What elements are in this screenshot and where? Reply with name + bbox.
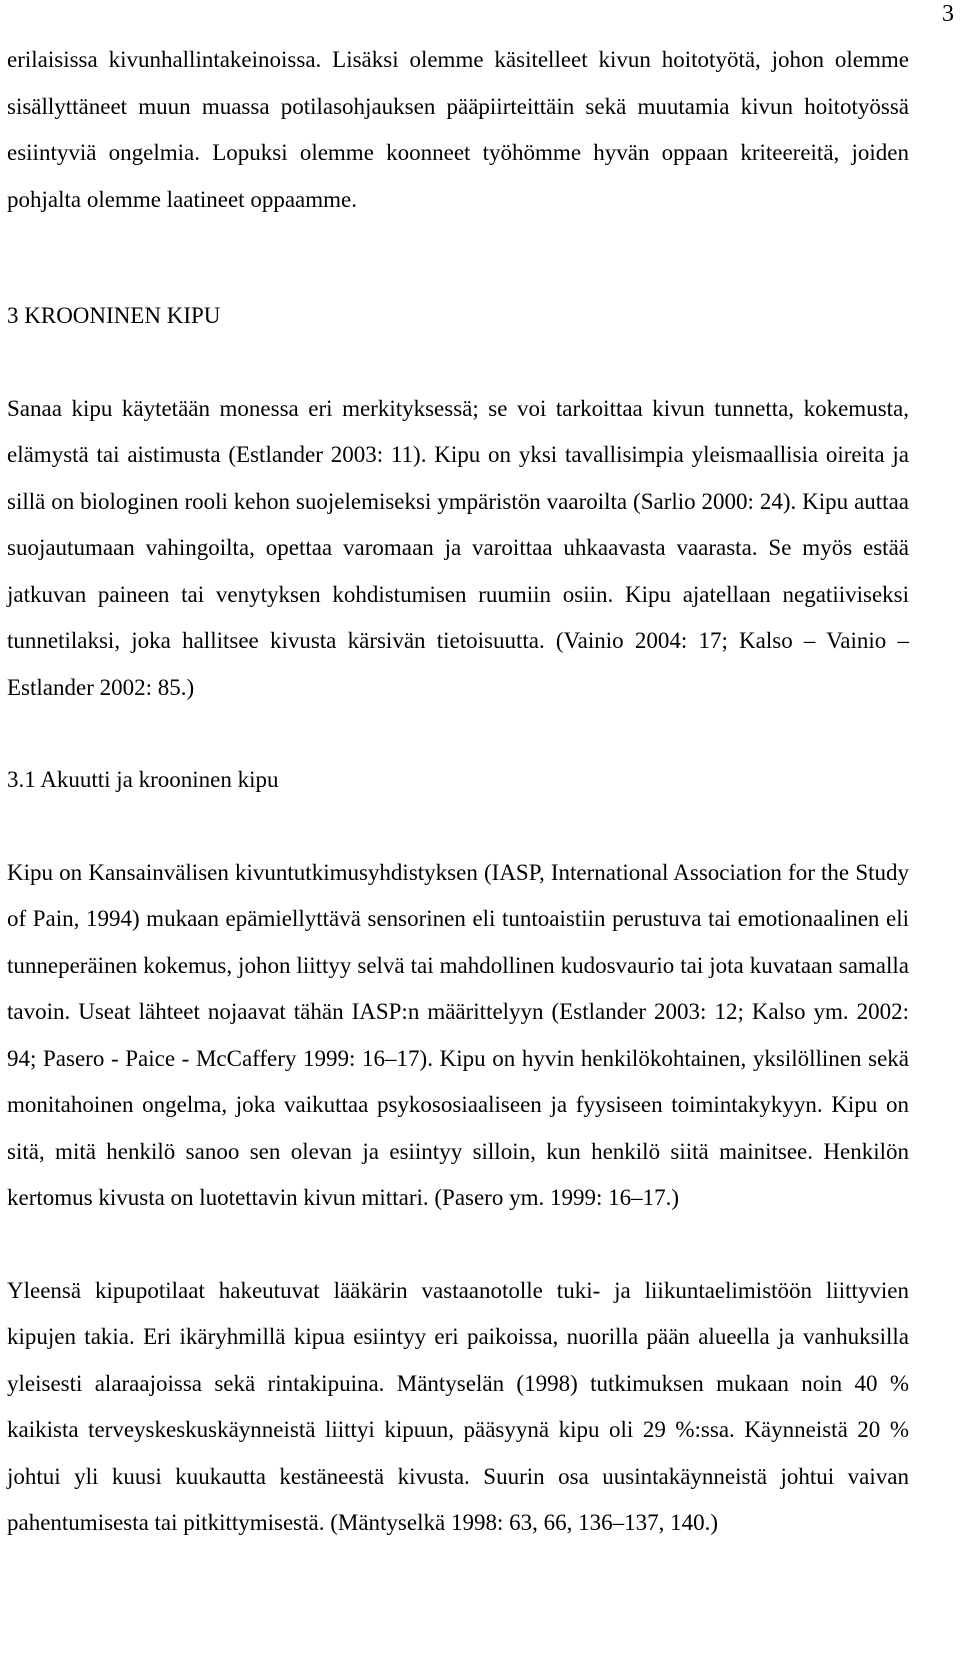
section-3-1-paragraph-2: Yleensä kipupotilaat hakeutuvat lääkärin vastaanotolle tuki- ja liikuntaelimistöön liittyvien kipujen takia. Eri ikäryhmillä kipua esiintyy eri paikoissa, nuorilla pään alueella ja vanhuksilla yleisesti alaraajoissa sekä rintakipuina. Mäntyselän (1998) tutkimuksen mukaan noin 40 % kaikista terveyskeskuskäynneistä liittyi kipuun, pääsyynä kipu oli 29 %:ssa. Käynneistä 20 % johtui yli kuusi kuukautta kestäneestä kivusta. Suurin osa uusintakäynneistä johtui vaivan pahentumisesta tai pitkittymisestä. (Mäntyselkä 1998: 63, 66, 136–137, 140.) bbox=[7, 1277, 909, 1535]
page-number: 3 bbox=[942, 1, 954, 27]
spacer bbox=[7, 804, 909, 850]
section-heading-3: 3 KROONINEN KIPU bbox=[7, 303, 221, 328]
section-3-paragraph: Sanaa kipu käytetään monessa eri merkityksessä; se voi tarkoittaa kivun tunnetta, kokemusta, elämystä tai aistimusta (Estlander 2003: 11). Kipu on yksi tavallisimpia yleismaallisia oireita ja sillä on biologinen rooli kehon suojelemiseksi ympäristön vaaroilta (Sarlio 2000: 24). Kipu auttaa suojautumaan vahingoilta, opettaa varomaan ja varoittaa uhkaavasta vaarasta. Se myös estää jatkuvan paineen tai venytyksen kohdistumisen ruumiin osiin. Kipu ajatellaan negatiiviseksi tunnetilaksi, joka hallitsee kivusta kärsivän tietoisuutta. (Vainio 2004: 17; Kalso – Vainio – Estlander 2002: 85.) bbox=[7, 395, 909, 700]
section-3-1-paragraph-1: Kipu on Kansainvälisen kivuntutkimusyhdistyksen (IASP, International Association for the Study of Pain, 1994) mukaan epämiellyttävä sensorinen eli tuntoaistiin perustuva tai emotionaalinen eli tunneperäinen kokemus, johon liittyy selvä tai mahdollinen kudosvaurio tai jota kuvataan samalla tavoin. Useat lähteet nojaavat tähän IASP:n määrittelyyn (Estlander 2003: 12; Kalso ym. 2002: 94; Pasero - Paice - McCaffery 1999: 16–17). Kipu on hyvin henkilökohtainen, yksilöllinen sekä monitahoinen ongelma, joka vaikuttaa psykososiaaliseen ja fyysiseen toimintakykyyn. Kipu on sitä, mitä henkilö sanoo sen olevan ja esiintyy silloin, kun henkilö siitä mainitsee. Henkilön kertomus kivusta on luotettavin kivun mittari. (Pasero ym. 1999: 16–17.) bbox=[7, 859, 909, 1210]
spacer bbox=[7, 711, 909, 757]
spacer bbox=[7, 223, 909, 293]
spacer bbox=[7, 340, 909, 386]
page-content bbox=[7, 37, 909, 1547]
section-heading-3-1: 3.1 Akuutti ja krooninen kipu bbox=[7, 767, 279, 792]
spacer bbox=[7, 1222, 909, 1268]
intro-paragraph: erilaisissa kivunhallintakeinoissa. Lisäksi olemme käsitelleet kivun hoitotyötä, johon olemme sisällyttäneet muun muassa potilasohjauksen pääpiirteittäin sekä muutamia kivun hoitotyössä esiintyviä ongelmia. Lopuksi olemme koonneet työhömme hyvän oppaan kriteereitä, joiden pohjalta olemme laatineet oppaamme. bbox=[7, 47, 909, 212]
